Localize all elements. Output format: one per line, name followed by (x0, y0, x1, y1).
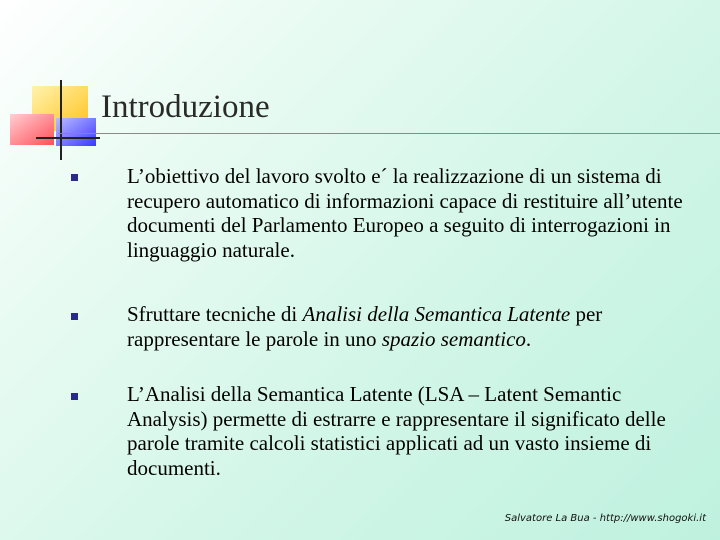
bullet-text-2 (127, 302, 687, 351)
bullet-text-2-part1: Sfruttare tecniche di (127, 302, 303, 326)
square-bullet-icon (71, 393, 78, 400)
bullet-text-2-emphasis-2: spazio semantico (381, 326, 526, 351)
bullet-text-2-part3: . (525, 326, 532, 351)
square-bullet-icon (71, 313, 78, 320)
bullet-text-1: L’obiettivo del lavoro svolto e´ la realizzazione di un sistema di recupero automatico di informazioni capace di restituire all’utente documenti del Parlamento Europeo a seguito di interrogazioni in linguaggio naturale. (127, 164, 683, 262)
square-bullet-icon (71, 174, 78, 181)
bullet-text-2-part2: per rappresentare le parole in uno (127, 302, 603, 351)
footer-credit: Salvatore La Bua - http://www.shogoki.it (504, 513, 706, 524)
bullet-text-2-emphasis-1: Analisi della Semantica Latente (302, 302, 571, 326)
slide-title: Introduzione (101, 89, 270, 125)
bullet-text-3: L’Analisi della Semantica Latente (LSA – Latent Semantic Analysis) permette di estrarre e rappresentare il significato delle parole tramite calcoli statistici applicati ad un vasto insieme di documenti. (127, 382, 666, 480)
